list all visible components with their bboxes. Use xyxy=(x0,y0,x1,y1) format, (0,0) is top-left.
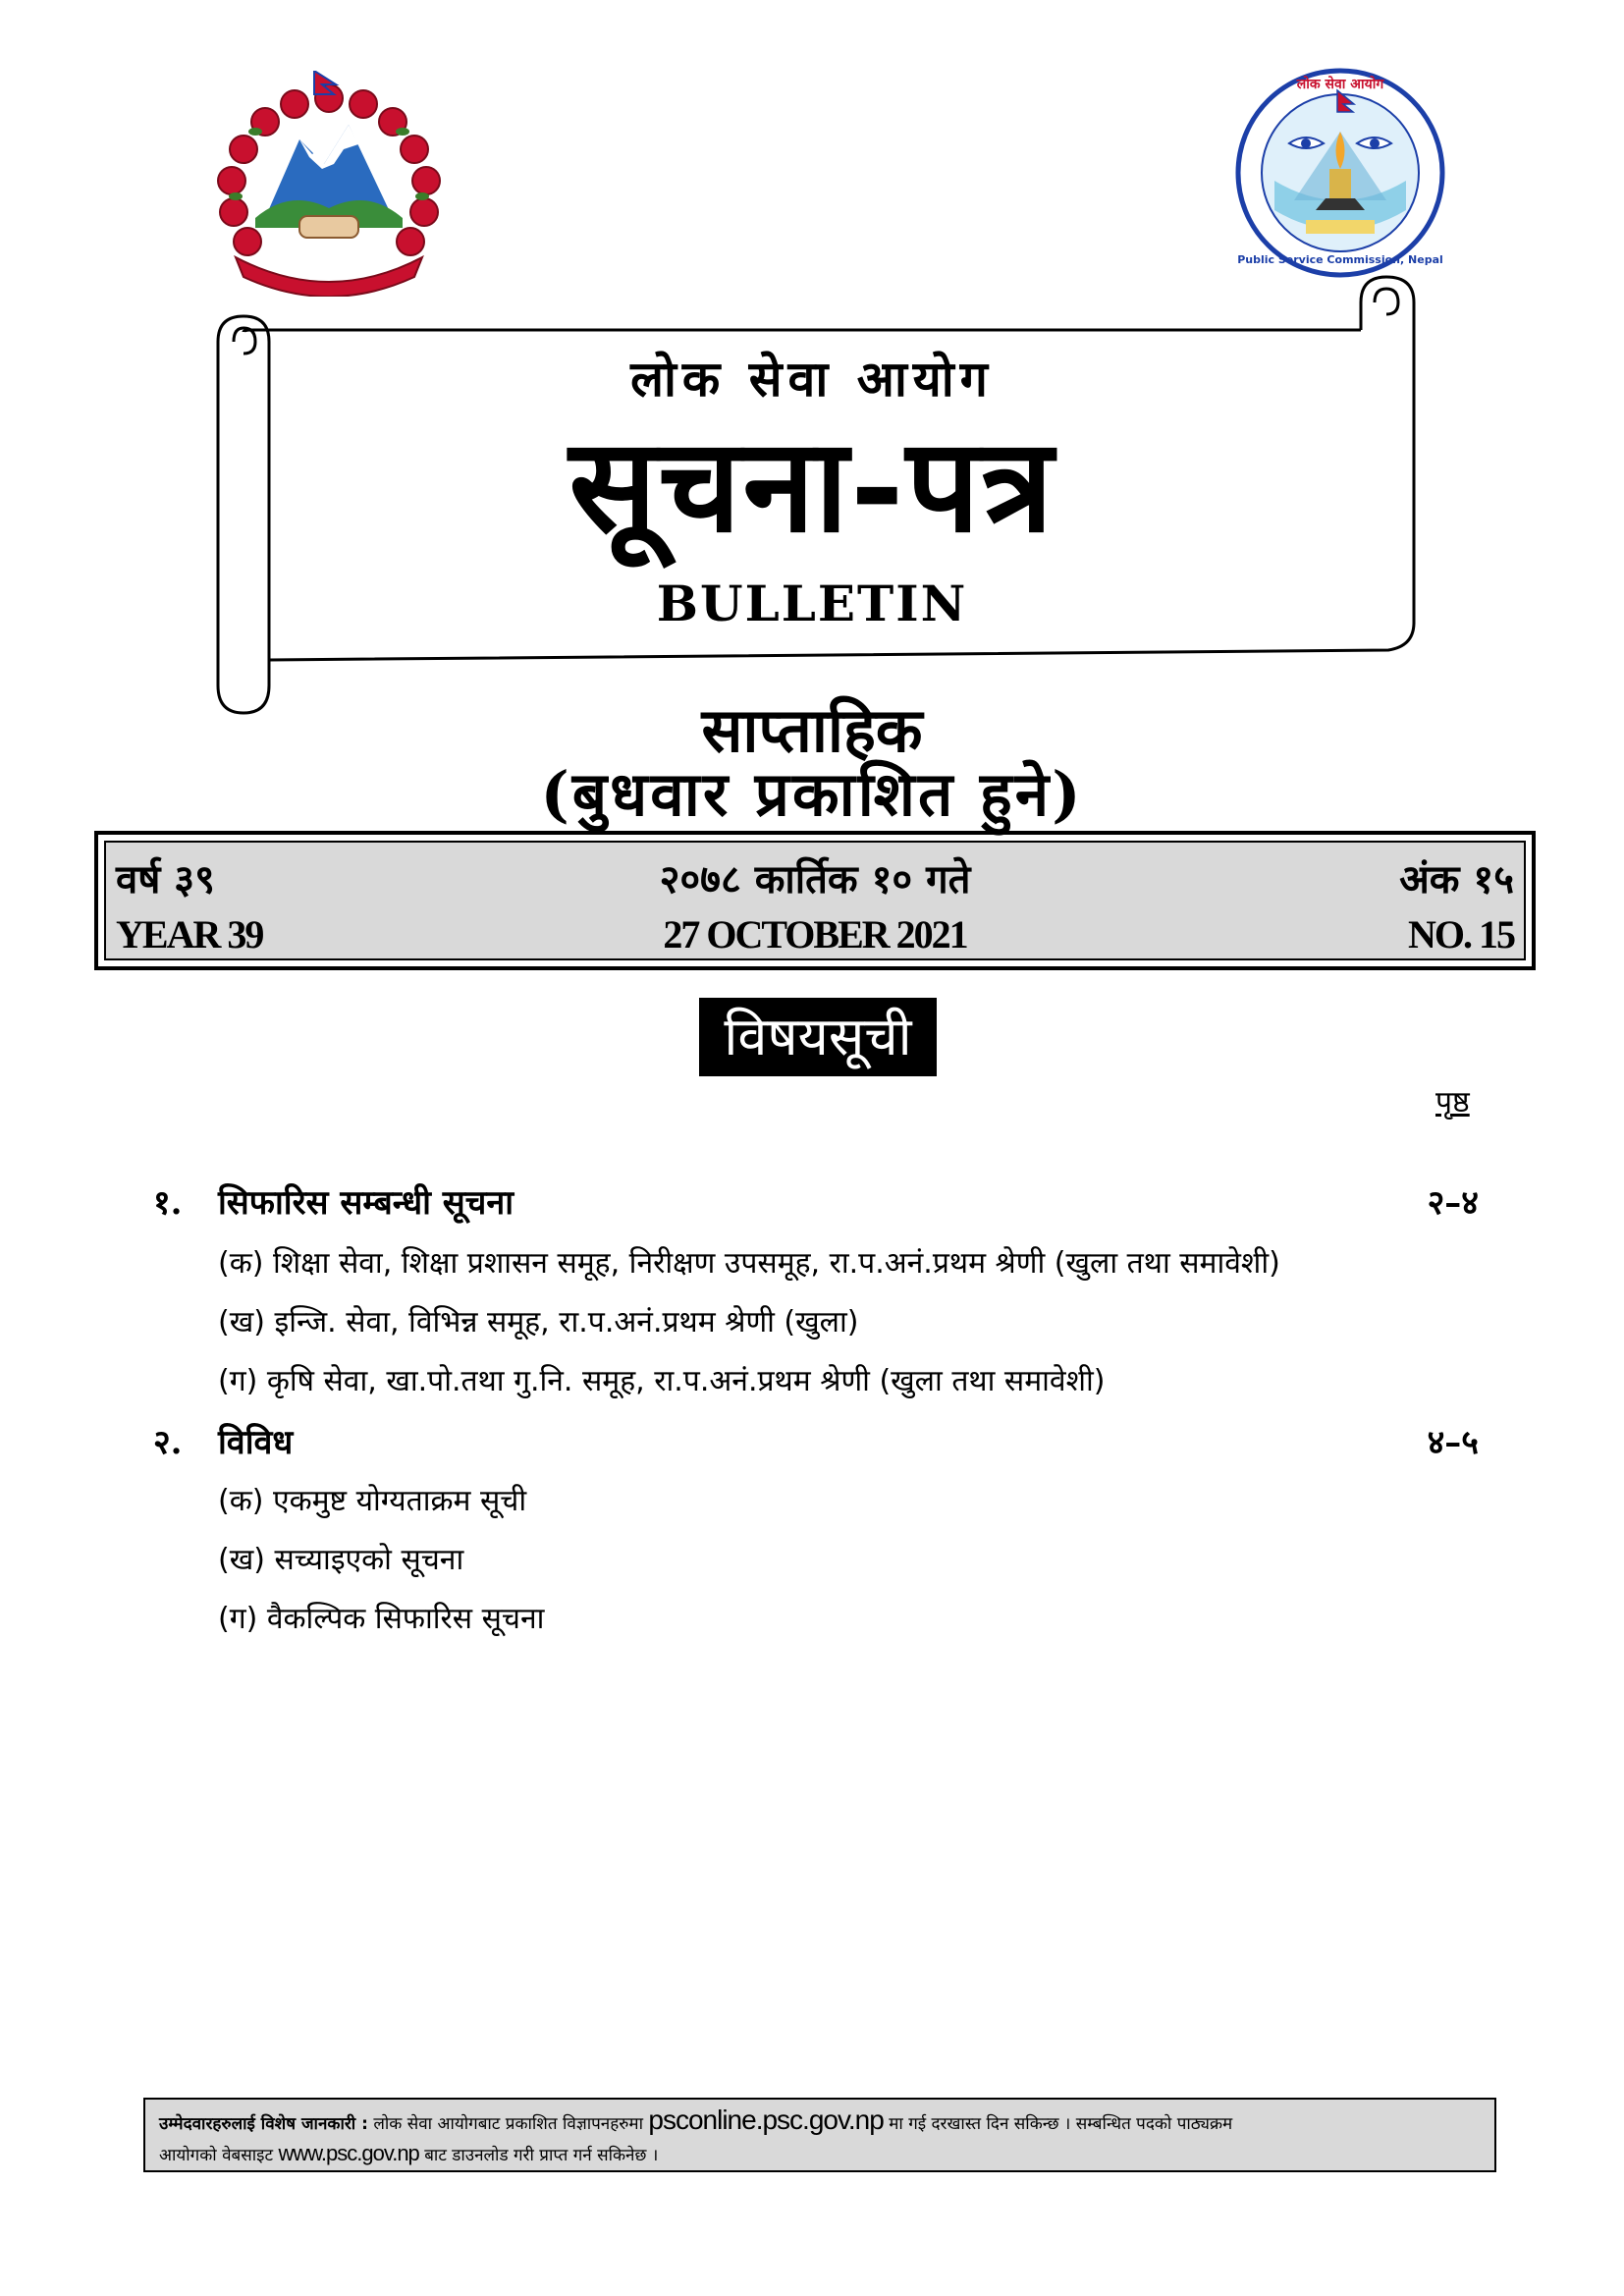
psconline-link[interactable]: psconline.psc.gov.np xyxy=(648,2105,884,2135)
notice-text: लोक सेवा आयोगबाट प्रकाशित विज्ञापनहरुमा xyxy=(373,2114,643,2134)
section-number: २. xyxy=(153,1423,183,1462)
issue-number-nepali: अंक १५ xyxy=(1399,856,1514,902)
notice-text: आयोगको वेबसाइट xyxy=(159,2146,274,2165)
section-title: विविध xyxy=(218,1423,294,1462)
section-title: सिफारिस सम्बन्धी सूचना xyxy=(218,1183,514,1223)
list-item: (ग) कृषि सेवा, खा.पो.तथा गु.नि. समूह, रा.प.अनं.प्रथम श्रेणी (खुला तथा समावेशी) xyxy=(218,1364,1106,1398)
issue-number-english: NO. 15 xyxy=(1408,912,1514,957)
organization-name: लोक सेवा आयोग xyxy=(630,350,994,408)
candidate-notice xyxy=(143,2098,1496,2172)
notice-label: उम्मेदवारहरुलाई विशेष जानकारी : xyxy=(159,2114,368,2134)
list-item: (क) एकमुष्ट योग्यताक्रम सूची xyxy=(218,1484,527,1518)
psc-ring-text-top: लोक सेवा आयोग xyxy=(1296,77,1384,92)
list-item: (क) शिक्षा सेवा, शिक्षा प्रशासन समूह, निरीक्षण उपसमूह, रा.प.अनं.प्रथम श्रेणी (खुला तथा समावेशी) xyxy=(218,1246,1280,1281)
list-item: (ख) इन्जि. सेवा, विभिन्न समूह, रा.प.अनं.प्रथम श्रेणी (खुला) xyxy=(218,1305,859,1339)
list-item: (ख) सच्याइएको सूचना xyxy=(218,1543,464,1577)
date-nepali: २०७८ कार्तिक १० गते xyxy=(659,856,971,902)
section-number: १. xyxy=(153,1183,183,1223)
psc-ring-text-bottom: Public Service Commission, Nepal xyxy=(1237,253,1443,266)
nepal-emblem-icon xyxy=(196,71,461,297)
frequency-label: साप्ताहिक xyxy=(701,694,923,766)
notice-text: मा गई दरखास्त दिन सकिन्छ । सम्बन्धित पदको पाठ्यक्रम xyxy=(889,2114,1233,2134)
date-english: 27 OCTOBER 2021 xyxy=(663,912,967,957)
section-pages: २–४ xyxy=(1427,1183,1479,1223)
year-nepali: वर्ष ३९ xyxy=(116,856,215,902)
notice-text: बाट डाउनलोड गरी प्राप्त गर्न सकिनेछ । xyxy=(424,2146,659,2165)
page-column-label: पृष्ठ xyxy=(1435,1085,1470,1120)
section-pages: ४–५ xyxy=(1427,1423,1479,1462)
year-english: YEAR 39 xyxy=(116,912,263,957)
list-item: (ग) वैकल्पिक सिफारिस सूचना xyxy=(218,1602,545,1636)
issue-info-box xyxy=(94,831,1536,970)
contents-heading: विषयसूची xyxy=(699,998,937,1076)
psc-logo-icon xyxy=(1235,63,1445,281)
bulletin-title-english: BULLETIN xyxy=(656,574,968,632)
psc-website-link[interactable]: www.psc.gov.np xyxy=(278,2141,419,2165)
publication-day-label: (बुधवार प्रकाशित हुने) xyxy=(540,758,1084,830)
bulletin-title-nepali: सूचना-पत्र xyxy=(568,410,1056,562)
